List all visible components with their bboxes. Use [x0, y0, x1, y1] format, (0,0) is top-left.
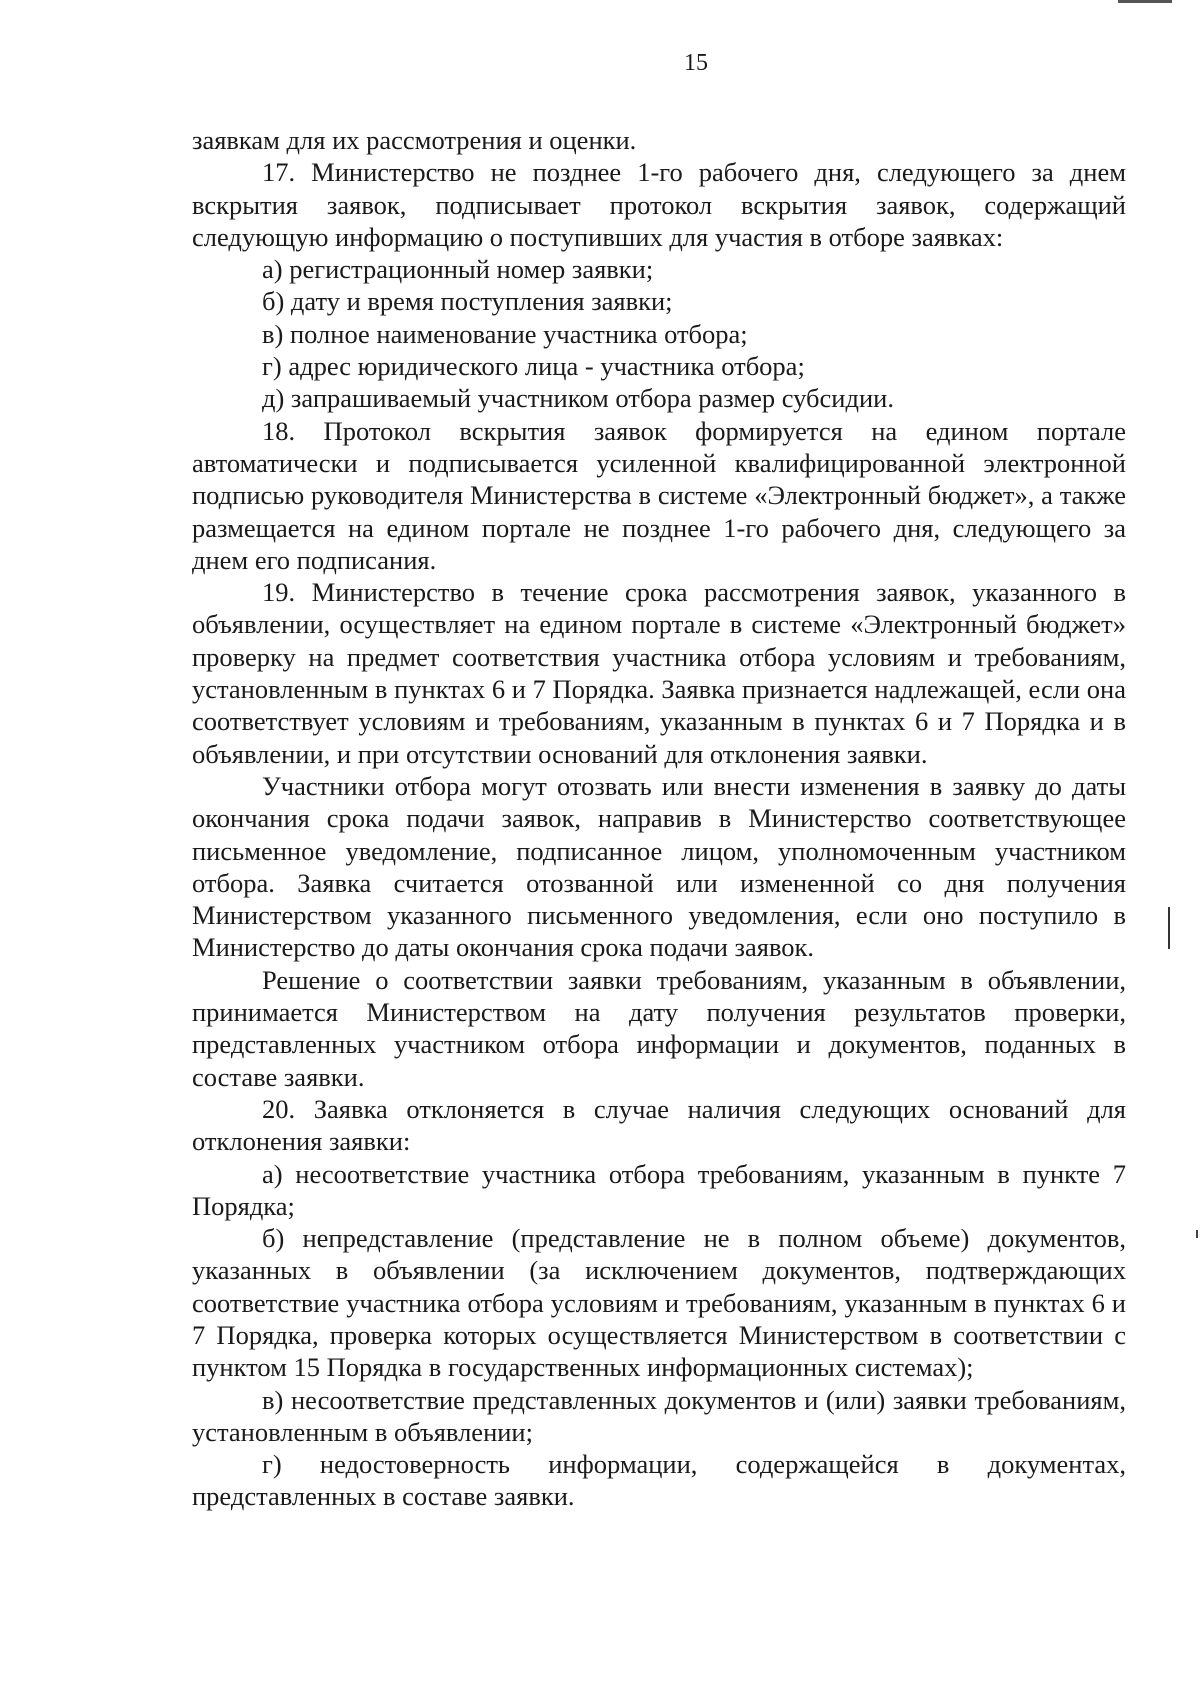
list-item-v: в) полное наименование участника отбора; — [262, 318, 748, 349]
list-item-b: б) дату и время поступления заявки; — [262, 286, 673, 317]
reason-item-b: б) непредставление (представление не в полном объеме) документов, указанных в объявлении (за исключением документов, подтверждающих соответствие участника отбора условиям и требованиям, указанным в пунктах 6 и 7 Порядка, проверка которых осуществляется Министерством в соответствии с пунктом 15 Порядка в государственных информационных системах); — [192, 1223, 1126, 1383]
document-body — [192, 124, 1126, 1513]
list-item-d: д) запрашиваемый участником отбора размер субсидии. — [262, 383, 894, 414]
list-item-g: г) адрес юридического лица - участника отбора; — [262, 351, 805, 382]
top-edge-rule — [1118, 0, 1172, 3]
page-number: 15 — [684, 50, 708, 76]
paragraph-decision: Решение о соответствии заявки требованиям, указанным в объявлении, принимается Министерством на дату получения результатов проверки, представленных участником отбора информации и документов, поданных в составе заявки. — [192, 964, 1126, 1092]
paragraph-continuation: заявкам для их рассмотрения и оценки. — [192, 125, 637, 155]
paragraph-20: 20. Заявка отклоняется в случае наличия следующих оснований для отклонения заявки: — [192, 1093, 1126, 1157]
reason-item-v: в) несоответствие представленных документов и (или) заявки требованиям, установленным в объявлении; — [192, 1384, 1126, 1447]
paragraph-19: 19. Министерство в течение срока рассмотрения заявок, указанного в объявлении, осуществляет на едином портале в системе «Электронный бюджет» проверку на предмет соответствия участника отбора условиям и требованиям, установленным в пунктах 6 и 7 Порядка. Заявка признается надлежащей, если она соответствует условиям и требованиям, указанным в пунктах 6 и 7 Порядка и в объявлении, и при отсутствии оснований для отклонения заявки. — [192, 577, 1126, 769]
list-item-a: а) регистрационный номер заявки; — [262, 254, 654, 285]
paragraph-17: 17. Министерство не позднее 1-го рабочего дня, следующего за днем вскрытия заявок, подписывает протокол вскрытия заявок, содержащий следующую информацию о поступивших для участия в отборе заявках: — [192, 157, 1126, 252]
paragraph-withdrawal: Участники отбора могут отозвать или внести изменения в заявку до даты окончания срока подачи заявок, направив в Министерство соответствующее письменное уведомление, подписанное лицом, уполномоченным участником отбора. Заявка считается отозванной или измененной со дня получения Министерством указанного письменного уведомления, если оно поступило в Министерство до даты окончания срока подачи заявок. — [192, 770, 1126, 963]
reason-item-a: а) несоответствие участника отбора требованиям, указанным в пункте 7 Порядка; — [192, 1158, 1126, 1221]
reason-item-g: г) недостоверность информации, содержащейся в документах, представленных в составе заявки. — [192, 1449, 1126, 1512]
paragraph-18: 18. Протокол вскрытия заявок формируется на едином портале автоматически и подписывается усиленной квалифицированной электронной подписью руководителя Министерства в системе «Электронный бюджет», а также размещается на едином портале не позднее 1-го рабочего дня, следующего за днем его подписания. — [192, 415, 1126, 575]
scan-margin-dot — [1196, 1230, 1198, 1238]
scan-margin-mark — [1168, 907, 1170, 949]
